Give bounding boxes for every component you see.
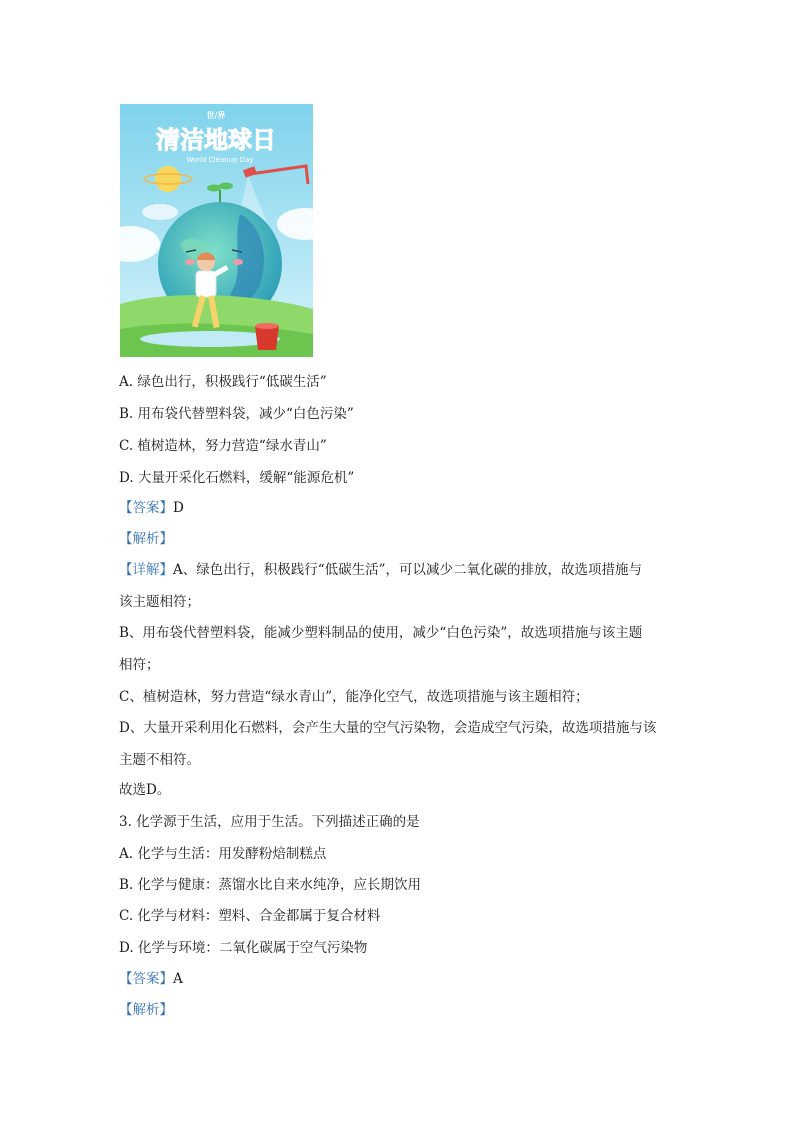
q3-answer-line: [119, 970, 183, 988]
q3-option-a: A. 化学与生活：用发酵粉焙制糕点: [119, 846, 327, 862]
q3-option-d: D. 化学与环境：二氧化碳属于空气污染物: [119, 940, 368, 956]
q2-detail-line: [119, 561, 642, 579]
q2-analysis-tag: 【解析】: [119, 531, 173, 547]
q2-detail-line: 该主题相符；: [119, 594, 200, 610]
q2-detail-text: A、绿色出行，积极践行“低碳生活”，可以减少二氧化碳的排放，故选项措施与: [173, 562, 643, 578]
q3-analysis-tag: 【解析】: [119, 1002, 173, 1018]
q3-option-c: C. 化学与材料：塑料、合金都属于复合材料: [119, 908, 381, 924]
answer-tag: 【答案】: [119, 971, 173, 987]
q2-option-a: A. 绿色出行，积极践行“低碳生活”: [119, 374, 327, 390]
q2-option-d: D. 大量开采化石燃料，缓解“能源危机”: [119, 470, 355, 486]
q3-answer: A: [173, 971, 183, 987]
answer-tag: 【答案】: [119, 500, 173, 516]
q2-conclusion: 故选D。: [119, 782, 171, 798]
q2-option-c: C. 植树造林，努力营造“绿水青山”: [119, 438, 327, 454]
detail-tag: 【详解】: [119, 562, 173, 578]
q2-detail-line: C、植树造林，努力营造“绿水青山”，能净化空气，故选项措施与该主题相符；: [119, 689, 589, 705]
q2-option-b: B. 用布袋代替塑料袋，减少“白色污染”: [119, 406, 354, 422]
bucket-icon: [255, 323, 279, 350]
q2-detail-line: 相符；: [119, 657, 160, 673]
world-cleanup-day-poster: [120, 104, 313, 357]
q2-detail-line: D、大量开采利用化石燃料，会产生大量的空气污染物，会造成空气污染，故选项措施与该: [119, 720, 657, 736]
q2-answer: D: [173, 500, 184, 516]
poster-subtitle: World Cleanup Day: [186, 156, 254, 164]
poster-illustration: [120, 104, 313, 357]
q3-stem: 3. 化学源于生活，应用于生活。下列描述正确的是: [119, 814, 420, 830]
q2-detail-line: 主题不相符。: [119, 752, 200, 768]
q2-answer-line: [119, 499, 184, 517]
poster-main-title: 清洁地球日: [156, 126, 276, 154]
q3-option-b: B. 化学与健康：蒸馏水比自来水纯净，应长期饮用: [119, 877, 422, 893]
poster-small-title: 世/界: [206, 111, 226, 120]
q2-detail-line: B、用布袋代替塑料袋，能减少塑料制品的使用，减少“白色污染”，故选项措施与该主题: [119, 625, 643, 641]
